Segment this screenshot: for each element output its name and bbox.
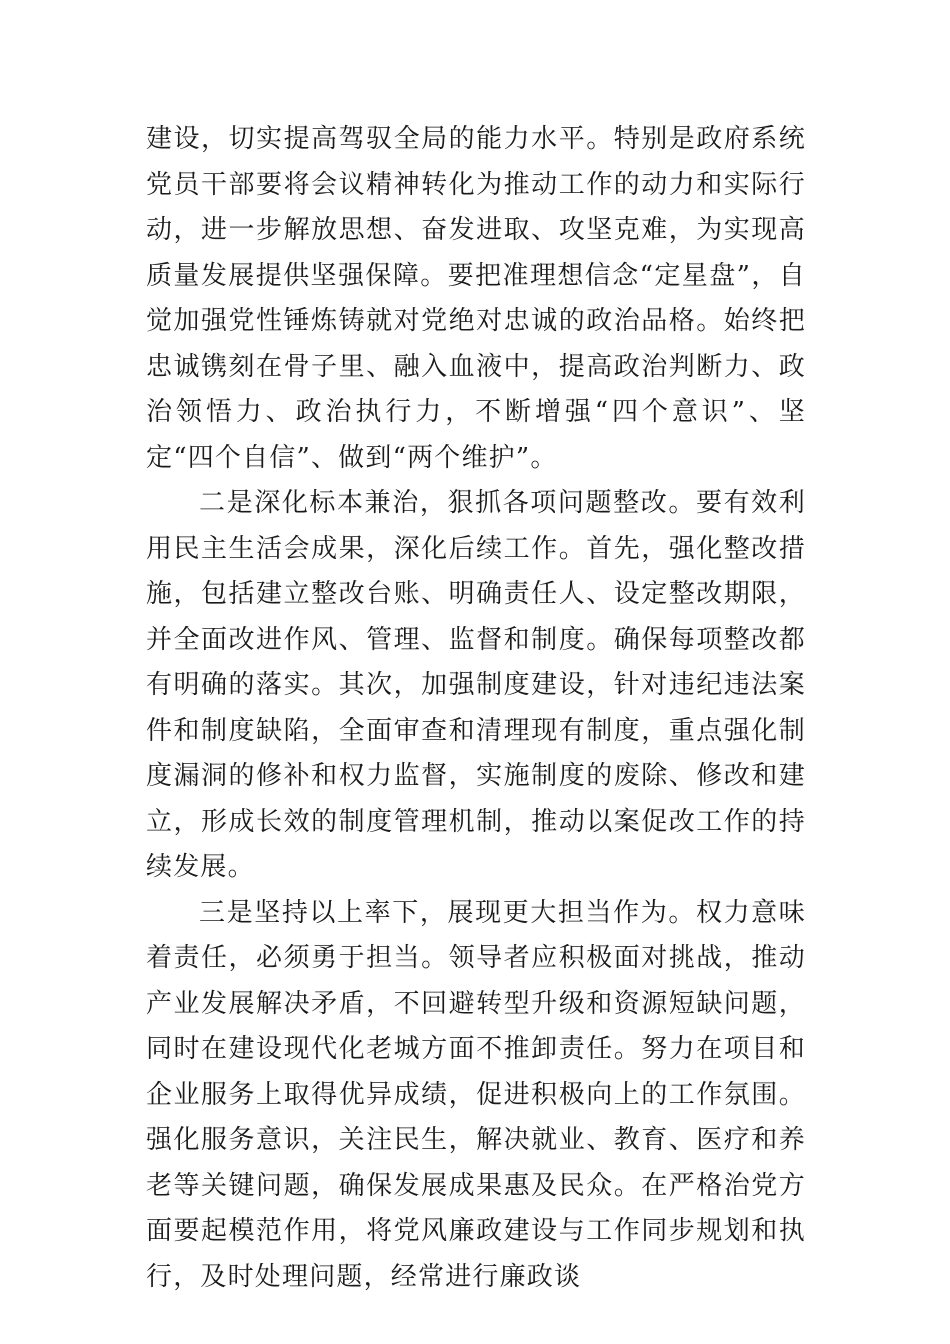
paragraph-2: 二是深化标本兼治，狠抓各项问题整改。要有效利用民主生活会成果，深化后续工作。首先，强化整改措施，包括建立整改台账、明确责任人、设定整改期限，并全面改进作风、管理、监督和制度。确保每项整改都有明确的落实。其次，加强制度建设，针对违纪违法案件和制度缺陷，全面审查和清理现有制度，重点强化制度漏洞的修补和权力监督，实施制度的废除、修改和建立，形成长效的制度管理机制，推动以案促改工作的持续发展。 — [146, 488, 806, 882]
document-body — [146, 117, 806, 1300]
paragraph-1: 建设，切实提高驾驭全局的能力水平。特别是政府系统党员干部要将会议精神转化为推动工作的动力和实际行动，进一步解放思想、奋发进取、攻坚克难，为实现高质量发展提供坚强保障。要把准理想信念“定星盘”，自觉加强党性锤炼铸就对党绝对忠诚的政治品格。始终把忠诚镌刻在骨子里、融入血液中，提高政治判断力、政治领悟力、政治执行力，不断增强“四个意识”、坚定“四个自信”、做到“两个维护”。 — [146, 124, 806, 473]
paragraph-3: 三是坚持以上率下，展现更大担当作为。权力意味着责任，必须勇于担当。领导者应积极面对挑战，推动产业发展解决矛盾，不回避转型升级和资源短缺问题，同时在建设现代化老城方面不推卸责任。努力在项目和企业服务上取得优异成绩，促进积极向上的工作氛围。强化服务意识，关注民生，解决就业、教育、医疗和养老等关键问题，确保发展成果惠及民众。在严格治党方面要起模范作用，将党风廉政建设与工作同步规划和执行，及时处理问题，经常进行廉政谈 — [146, 897, 806, 1292]
